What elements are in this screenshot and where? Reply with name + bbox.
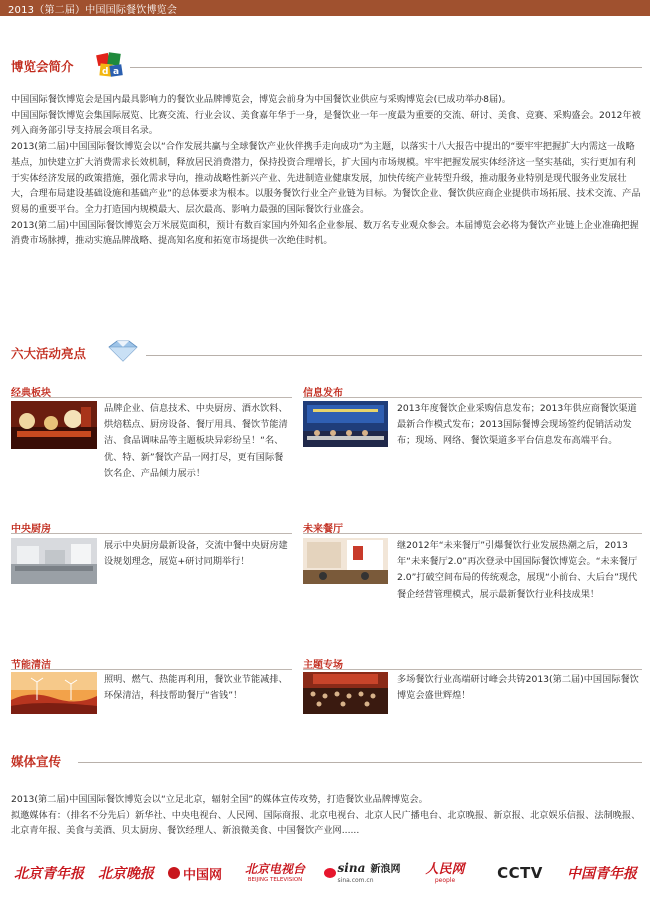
highlight-desc: 多场餐饮行业高端研讨峰会共铸2013(第二届)中国国际餐饮博览会盛世辉煌！	[397, 674, 639, 702]
kitchen-photo	[11, 538, 97, 584]
highlight-desc: 照明、燃气、热能再利用，餐饮业节能减排、环保清洁，科技帮助餐厅“省钱”！	[104, 674, 288, 702]
intro-paragraph: 中国国际餐饮博览会是国内最具影响力的餐饮业品牌博览会，博览会前身为中国餐饮业供应与采购博览会(已成功举办8届)。	[11, 94, 511, 105]
logo-text: 中国青年报	[567, 866, 637, 882]
expo-title: 2013（第二届）中国国际餐饮博览会	[8, 5, 178, 16]
svg-text:a: a	[113, 67, 120, 77]
logo-beijing-tv	[234, 858, 316, 888]
highlights-divider	[146, 355, 642, 356]
highlight-desc: 品牌企业、信息技术、中央厨房、酒水饮料、烘焙糕点、厨房设备、餐厅用具、餐饮节能清洁、食品调味品等主题板块异彩纷呈！“名、优、特、新”餐饮产品一网打尽，更有国际餐饮名企、产品倾力展示！	[104, 403, 288, 479]
logo-beijing-evening-news	[94, 858, 158, 888]
expo-logo-icon	[95, 50, 127, 80]
highlight-label: 节能清洁	[11, 660, 51, 671]
highlight-label: 经典板块	[11, 388, 51, 399]
logo-people	[410, 858, 480, 888]
banquet-photo	[11, 401, 97, 449]
logo-text: sina	[337, 860, 366, 875]
press-conference-photo	[303, 401, 388, 447]
highlight-label: 信息发布	[303, 388, 343, 399]
highlight-divider	[11, 669, 292, 670]
media-paragraph: 拟邀媒体有：（排名不分先后）新华社、中央电视台、人民网、国际商报、北京电视台、北京人民广播电台、北京晚报、新京报、北京娱乐信报、法制晚报、北京青年报、美食与美酒、贝太厨房、餐饮经理人、新浪微美食、中国餐饮产业网......	[11, 809, 641, 837]
intro-body	[11, 92, 641, 249]
intro-divider	[130, 67, 642, 68]
highlight-divider	[303, 533, 642, 534]
logo-text: 北京电视台	[244, 862, 305, 876]
logo-china-youth-daily	[562, 858, 642, 888]
sina-wordmark-top	[338, 861, 401, 875]
media-divider	[78, 762, 642, 763]
logo-text: 中国网	[182, 867, 222, 883]
logo-text: 北京晚报	[98, 866, 154, 882]
media-paragraph: 2013(第二届)中国国际餐饮博览会以“立足北京，辐射全国”的媒体宣传攻势，打造餐饮业品牌博览会。	[11, 794, 428, 805]
future-restaurant-photo	[303, 538, 388, 584]
media-body	[11, 792, 641, 839]
logo-beijing-youth-daily	[10, 858, 88, 888]
sina-wordmark	[338, 861, 401, 886]
logo-text: 北京青年报	[14, 866, 84, 882]
logo-sina	[322, 858, 402, 888]
logo-china-net	[166, 858, 224, 888]
highlights-heading: 六大活动亮点	[11, 346, 87, 361]
logo-subtext: BEIJING TELEVISION	[247, 877, 303, 883]
windmill-photo	[11, 672, 97, 714]
highlight-label: 中央厨房	[11, 524, 51, 535]
highlight-divider	[11, 397, 292, 398]
forum-photo	[303, 672, 388, 714]
logo-subtext: sina.com.cn	[337, 876, 374, 884]
highlight-divider	[11, 533, 292, 534]
china-net-icon	[168, 867, 180, 879]
media-heading: 媒体宣传	[11, 754, 62, 769]
highlight-divider	[303, 669, 642, 670]
logo-cctv	[487, 858, 553, 888]
logo-subtext: people	[434, 876, 456, 884]
highlight-label: 未来餐厅	[303, 524, 343, 535]
highlight-desc: 展示中央厨房最新设备，交流中餐中央厨房建设规划理念，展览+研讨同期举行！	[104, 540, 288, 568]
highlight-divider	[303, 397, 642, 398]
highlight-desc: 2013年度餐饮企业采购信息发布；2013年供应商餐饮渠道最新合作模式发布；2013国际餐博会现场签约促销活动发布；现场、网络、餐饮渠道多平台信息发布高端平台。	[397, 403, 637, 447]
intro-heading: 博览会简介	[11, 59, 74, 74]
logo-text-cn: 新浪网	[370, 863, 401, 875]
top-banner	[0, 0, 650, 16]
svg-text:d: d	[102, 67, 109, 77]
logo-text: 人民网	[425, 861, 465, 877]
intro-paragraph: 2013(第二届)中国国际餐饮博览会万米展览面积，预计有数百家国内外知名企业参展、数万名专业观众参会。本届博览会必将为餐饮产业链上企业准确把握消费市场脉搏，推动实施品牌战略、提高知名度和拓宽市场提供一次绝佳时机。	[11, 219, 639, 247]
highlight-desc: 继2012年“未来餐厅”引爆餐饮行业发展热潮之后，2013年“未来餐厅2.0”再次登录中国国际餐饮博览会。“未来餐厅2.0”打破空间布局的传统观念，展现“小前台、大后台”现代餐企经营管理模式，展示最新餐饮行业科技成果！	[397, 540, 638, 600]
diamond-icon	[103, 340, 143, 362]
logo-text: CCTV	[497, 864, 543, 882]
intro-paragraph: 2013(第二届)中国国际餐饮博览会以“合作发展共赢与全球餐饮产业伙伴携手走向成功”为主题，以落实十八大报告中提出的“要牢牢把握扩大内需这一战略基点，加快建立扩大消费需求长效机制，释放居民消费潜力，保持投资合理增长，扩大国内市场规模。牢牢把握发展实体经济这一坚实基础，实行更加有利于实体经济发展的政策措施，强化需求导向，推动战略性新兴产业、先进制造业健康发展，加快传统产业转型升级，推动服务业特别是现代服务业发展壮大，合理布局建设基础设施和基础产业”的总体要求为根本。以服务餐饮行业全产业链为目标。为餐饮企业、餐饮供应商企业提供市场拓展、技术交流、产品贸易的重要平台。全力打造国内规模最大、层次最高、影响力最强的国际餐饮行业盛会。	[11, 141, 641, 215]
intro-paragraph: 中国国际餐饮博览会集国际展览、比赛交流、行业会议、美食嘉年华于一身，是餐饮业一年一度最为重要的交流、研讨、美食、竞赛、采购盛会。2012年被列入商务部引导支持展会项目名录。	[11, 109, 641, 137]
highlight-label: 主题专场	[303, 660, 343, 671]
sina-eye-icon	[324, 868, 336, 878]
